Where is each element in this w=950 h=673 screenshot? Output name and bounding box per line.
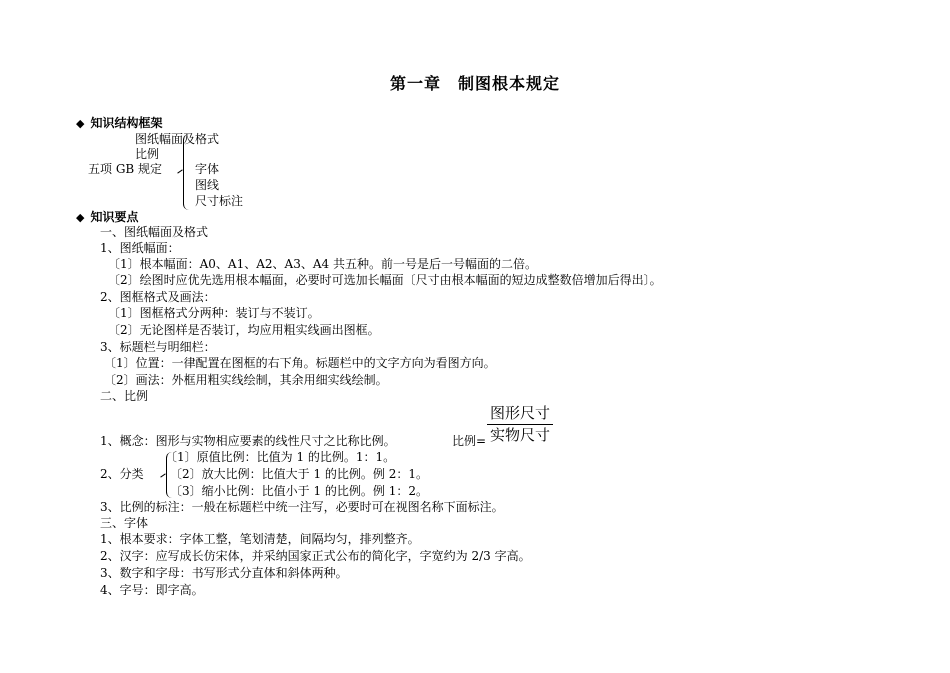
- classification-brace-point: [160, 473, 165, 477]
- framework-brace: [183, 134, 190, 210]
- heading-level2: 4、字号：即字高。: [100, 583, 204, 597]
- section-heading-text: 知识结构框架: [90, 116, 163, 130]
- heading-level2: 2、图框格式及画法：: [100, 290, 216, 304]
- list-item: 〔2〕绘图时应优先选用根本幅面，必要时可选加长幅面〔尺寸由根本幅面的短边成整数倍增加后得出〕。: [108, 273, 662, 287]
- section-heading-keypoints: [76, 210, 138, 225]
- framework-item: 比例: [135, 147, 160, 161]
- heading-level2: 3、数字和字母：书写形式分直体和斜体两种。: [100, 566, 348, 580]
- list-item: 〔1〕位置：一律配置在图框的右下角。标题栏中的文字方向为看图方向。: [104, 356, 496, 370]
- diamond-bullet-icon: ◆: [76, 211, 85, 224]
- page-title: 第一章 制图根本规定: [389, 74, 560, 93]
- section-heading-text: 知识要点: [90, 210, 139, 224]
- list-item: 〔1〕根本幅面：A0、A1、A2、A3、A4 共五种。前一号是后一号幅面的二倍。: [108, 257, 537, 271]
- heading-level1: 二、比例: [100, 389, 149, 403]
- diamond-bullet-icon: ◆: [76, 117, 85, 130]
- list-item: 〔2〕画法：外框用粗实线绘制，其余用细实线绘制。: [104, 373, 388, 387]
- heading-level2: 2、分类: [100, 467, 144, 481]
- framework-root: 五项 GB 规定: [88, 162, 163, 176]
- list-item: 〔1〕原值比例：比值为 1 的比例。1：1。: [165, 450, 396, 464]
- heading-level2: 1、图纸幅面：: [100, 241, 180, 255]
- section-heading-framework: [76, 116, 162, 131]
- ratio-denominator: 实物尺寸: [489, 426, 550, 444]
- heading-level2: 1、概念：图形与实物相应要素的线性尺寸之比称比例。: [100, 434, 396, 448]
- heading-level2: 1、根本要求：字体工整，笔划清楚，间隔均匀，排列整齐。: [100, 532, 420, 546]
- ratio-label: 比例=: [452, 434, 487, 448]
- heading-level2: 3、比例的标注：一般在标题栏中统一注写，必要时可在视图名称下面标注。: [100, 500, 504, 514]
- framework-item: 字体: [195, 162, 220, 176]
- ratio-numerator: 图形尺寸: [489, 404, 550, 422]
- framework-brace-point: [177, 169, 182, 173]
- list-item: 〔1〕图框格式分两种：装订与不装订。: [108, 306, 320, 320]
- fraction-bar: [487, 424, 553, 425]
- list-item: 〔2〕无论图样是否装订，均应用粗实线画出图框。: [108, 323, 380, 337]
- heading-level2: 3、标题栏与明细栏：: [100, 340, 216, 354]
- list-item: 〔3〕缩小比例：比值小于 1 的比例。例 1：2。: [170, 484, 428, 498]
- framework-item: 尺寸标注: [195, 194, 244, 208]
- list-item: 〔2〕放大比例：比值大于 1 的比例。例 2：1。: [170, 467, 428, 481]
- heading-level2: 2、汉字：应写成长仿宋体，并采纳国家正式公布的简化字，字宽约为 2/3 字高。: [100, 549, 531, 563]
- heading-level1: 一、图纸幅面及格式: [100, 225, 209, 239]
- framework-item: 图纸幅面及格式: [135, 132, 220, 146]
- framework-item: 图线: [195, 178, 220, 192]
- heading-level1: 三、字体: [100, 516, 149, 530]
- classification-brace: [166, 452, 172, 498]
